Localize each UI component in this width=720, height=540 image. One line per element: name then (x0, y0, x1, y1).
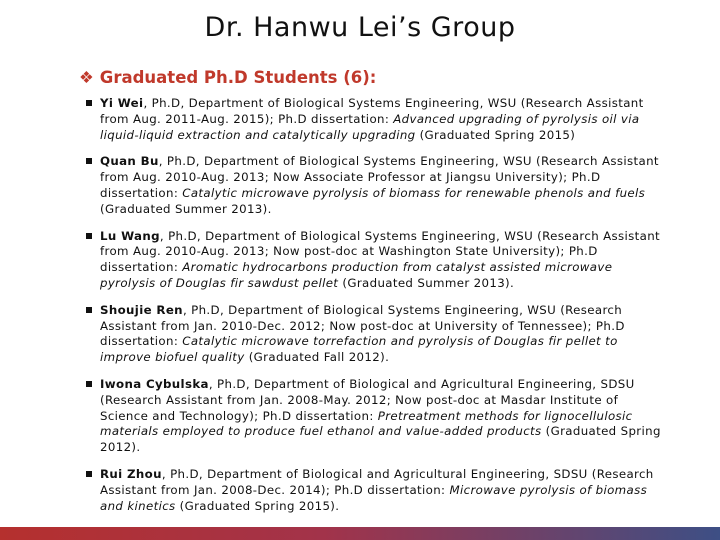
square-bullet-icon (86, 471, 92, 477)
list-item (86, 229, 666, 292)
dissertation-title: Microwave pyrolysis of biomass and kinetics (100, 482, 648, 513)
student-details: , Ph.D, Department of Biological and Agricultural Engineering, SDSU (Research Assistant from Jan. 2008-Dec. 2014); Ph.D dissertation: (100, 466, 654, 497)
student-name: Quan Bu (100, 154, 159, 169)
graduation-note: (Graduated Spring 2015) (415, 127, 576, 142)
diamond-bullet-icon: ❖ (79, 68, 94, 87)
square-bullet-icon (86, 158, 92, 164)
square-bullet-icon (86, 233, 92, 239)
list-item (86, 467, 666, 514)
square-bullet-icon (86, 100, 92, 106)
dissertation-title: Catalytic microwave pyrolysis of biomass for renewable phenols and fuels (182, 185, 646, 200)
student-details: , Ph.D, Department of Biological Systems Engineering, WSU (Research Assistant from Jan. 2010-Dec. 2012; Now post-doc at University of Tennessee); Ph.D dissertation: (100, 302, 625, 349)
dissertation-title: Catalytic microwave torrefaction and pyrolysis of Douglas fir pellet to improve biofuel quality (100, 334, 618, 365)
list-item (86, 303, 666, 366)
student-details: , Ph.D, Department of Biological Systems Engineering, WSU (Research Assistant from Aug. 2011-Aug. 2015); Ph.D dissertation: (100, 96, 644, 126)
student-name: Yi Wei (100, 96, 144, 110)
dissertation-title: Pretreatment methods for lignocellulosic materials employed to produce fuel ethanol and value-added products (100, 408, 633, 439)
list-item (86, 154, 666, 217)
square-bullet-icon (86, 381, 92, 387)
graduation-note: (Graduated Summer 2013). (100, 201, 272, 216)
student-list (86, 96, 666, 525)
graduation-note: (Graduated Spring 2012). (100, 424, 661, 455)
student-name: Rui Zhou (100, 466, 162, 481)
student-details: , Ph.D, Department of Biological Systems Engineering, WSU (Research Assistant from Aug. 2010-Aug. 2013; Now Associate Professor at Jiangsu University); Ph.D dissertation: (100, 154, 659, 200)
list-item (86, 377, 666, 456)
graduation-note: (Graduated Spring 2015). (175, 498, 340, 513)
square-bullet-icon (86, 307, 92, 313)
graduation-note: (Graduated Fall 2012). (244, 350, 390, 365)
student-name: Iwona Cybulska (100, 376, 209, 391)
graduation-note: (Graduated Summer 2013). (338, 275, 515, 290)
dissertation-title: Aromatic hydrocarbons production from catalyst assisted microwave pyrolysis of Douglas fir sawdust pellet (100, 260, 613, 290)
footer-color-bar (0, 527, 720, 540)
list-item (86, 96, 666, 143)
student-details: , Ph.D, Department of Biological and Agricultural Engineering, SDSU (Research Assistant from Jan. 2008-May. 2012; Now post-doc at Masdar Institute of Science and Technology); Ph.D dissertation: (100, 376, 635, 423)
section-heading (79, 68, 376, 87)
slide-title: Dr. Hanwu Lei’s Group (204, 12, 516, 43)
student-name: Lu Wang (100, 228, 160, 243)
student-name: Shoujie Ren (100, 302, 183, 317)
student-details: , Ph.D, Department of Biological Systems Engineering, WSU (Research Assistant from Aug. 2010-Aug. 2013; Now post-doc at Washington State University); Ph.D dissertation: (100, 228, 661, 275)
dissertation-title: Advanced upgrading of pyrolysis oil via liquid-liquid extraction and catalytically upgrading (100, 111, 640, 142)
section-heading-label: Graduated Ph.D Students (6): (99, 68, 377, 87)
